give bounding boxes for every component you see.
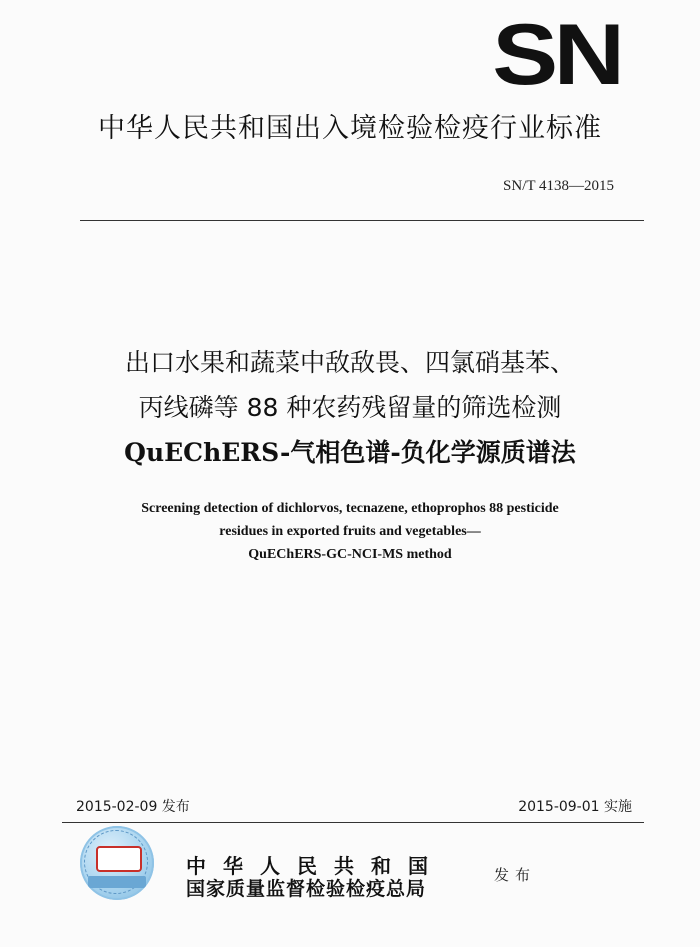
implementation-date: 2015-09-01 实施 — [518, 799, 632, 815]
seal-emblem — [96, 846, 142, 872]
chinese-title — [0, 340, 700, 475]
chinese-title-line-2: 丙线磷等 88 种农药残留量的筛选检测 — [138, 393, 562, 422]
top-divider — [80, 220, 644, 221]
anti-counterfeit-seal-icon — [80, 826, 154, 900]
chinese-title-line-1: 出口水果和蔬菜中敌敌畏、四氯硝基苯、 — [124, 348, 575, 377]
seal-banner — [88, 876, 146, 888]
publisher-line-2: 国家质量监督检验检疫总局 — [186, 878, 427, 900]
issuing-organization-heading: 中华人民共和国出入境检验检疫行业标准 — [98, 113, 602, 144]
sn-logo: SN — [491, 7, 620, 103]
publisher-block — [186, 855, 445, 901]
standard-number: SN/T 4138—2015 — [503, 178, 614, 194]
english-title-line-1: Screening detection of dichlorvos, tecnazene, ethoprophos 88 pesticide — [141, 501, 559, 516]
issue-date: 2015-02-09 发布 — [76, 799, 190, 815]
publisher-line-1: 中华人民共和国 — [186, 854, 445, 878]
english-title-line-2: residues in exported fruits and vegetables— — [219, 524, 481, 539]
chinese-title-line-3: QuEChERS-气相色谱-负化学源质谱法 — [124, 438, 576, 467]
english-title — [0, 497, 700, 566]
bottom-divider — [62, 822, 644, 823]
english-title-line-3: QuEChERS-GC-NCI-MS method — [248, 547, 452, 562]
publish-label: 发布 — [494, 866, 537, 884]
